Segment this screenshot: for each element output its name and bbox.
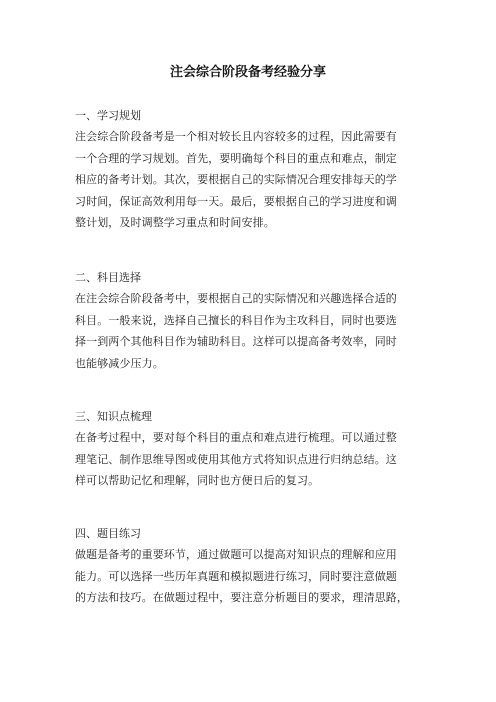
paragraph-line: 在注会综合阶段备考中，要根据自己的实际情况和兴趣选择合适的 [75,292,397,305]
paragraph-line: 也能够减少压力。 [75,356,164,370]
paragraph-line: 能力。可以选择一些历年真题和模拟题进行练习，同时要注意做题 [75,569,397,583]
section-paragraph-subject-choice [75,288,433,374]
section-heading-practice: 四、题目练习 [75,527,141,540]
document-title: 注会综合阶段备考经验分享 [169,65,326,80]
section-paragraph-study-plan [75,126,433,234]
paragraph-line: 理笔记、制作思维导图或使用其他方式将知识点进行归纳总结。这 [75,452,397,466]
section-paragraph-knowledge-review [75,427,433,492]
paragraph-line: 择一到两个其他科目作为辅助科目。这样可以提高备考效率，同时 [75,335,397,348]
paragraph-line: 一个合理的学习规划。首先，要明确每个科目的重点和难点，制定 [75,151,397,165]
section-heading-knowledge-review: 三、知识点梳理 [75,410,152,423]
paragraph-line: 相应的备考计划。其次，要根据自己的实际情况合理安排每天的学 [75,173,397,186]
section-heading-study-plan: 一、学习规划 [75,109,141,122]
paragraph-line: 整计划，及时调整学习重点和时间安排。 [75,216,275,229]
paragraph-line: 注会综合阶段备考是一个相对较长且内容较多的过程，因此需要有 [75,130,397,143]
paragraph-line: 做题是备考的重要环节，通过做题可以提高对知识点的理解和应用 [75,548,397,561]
section-paragraph-practice [75,544,433,609]
paragraph-line: 在备考过程中，要对每个科目的重点和难点进行梳理。可以通过整 [75,431,397,444]
section-heading-subject-choice: 二、科目选择 [75,271,141,284]
paragraph-line: 习时间，保证高效利用每一天。最后，要根据自己的学习进度和调 [75,194,397,208]
paragraph-line: 科目。一般来说，选择自己擅长的科目作为主攻科目，同时也要选 [75,313,397,327]
paragraph-line: 的方法和技巧。在做题过程中，要注意分析题目的要求，理清思路， [75,591,408,604]
paragraph-line: 样可以帮助记忆和理解，同时也方便日后的复习。 [75,474,320,487]
